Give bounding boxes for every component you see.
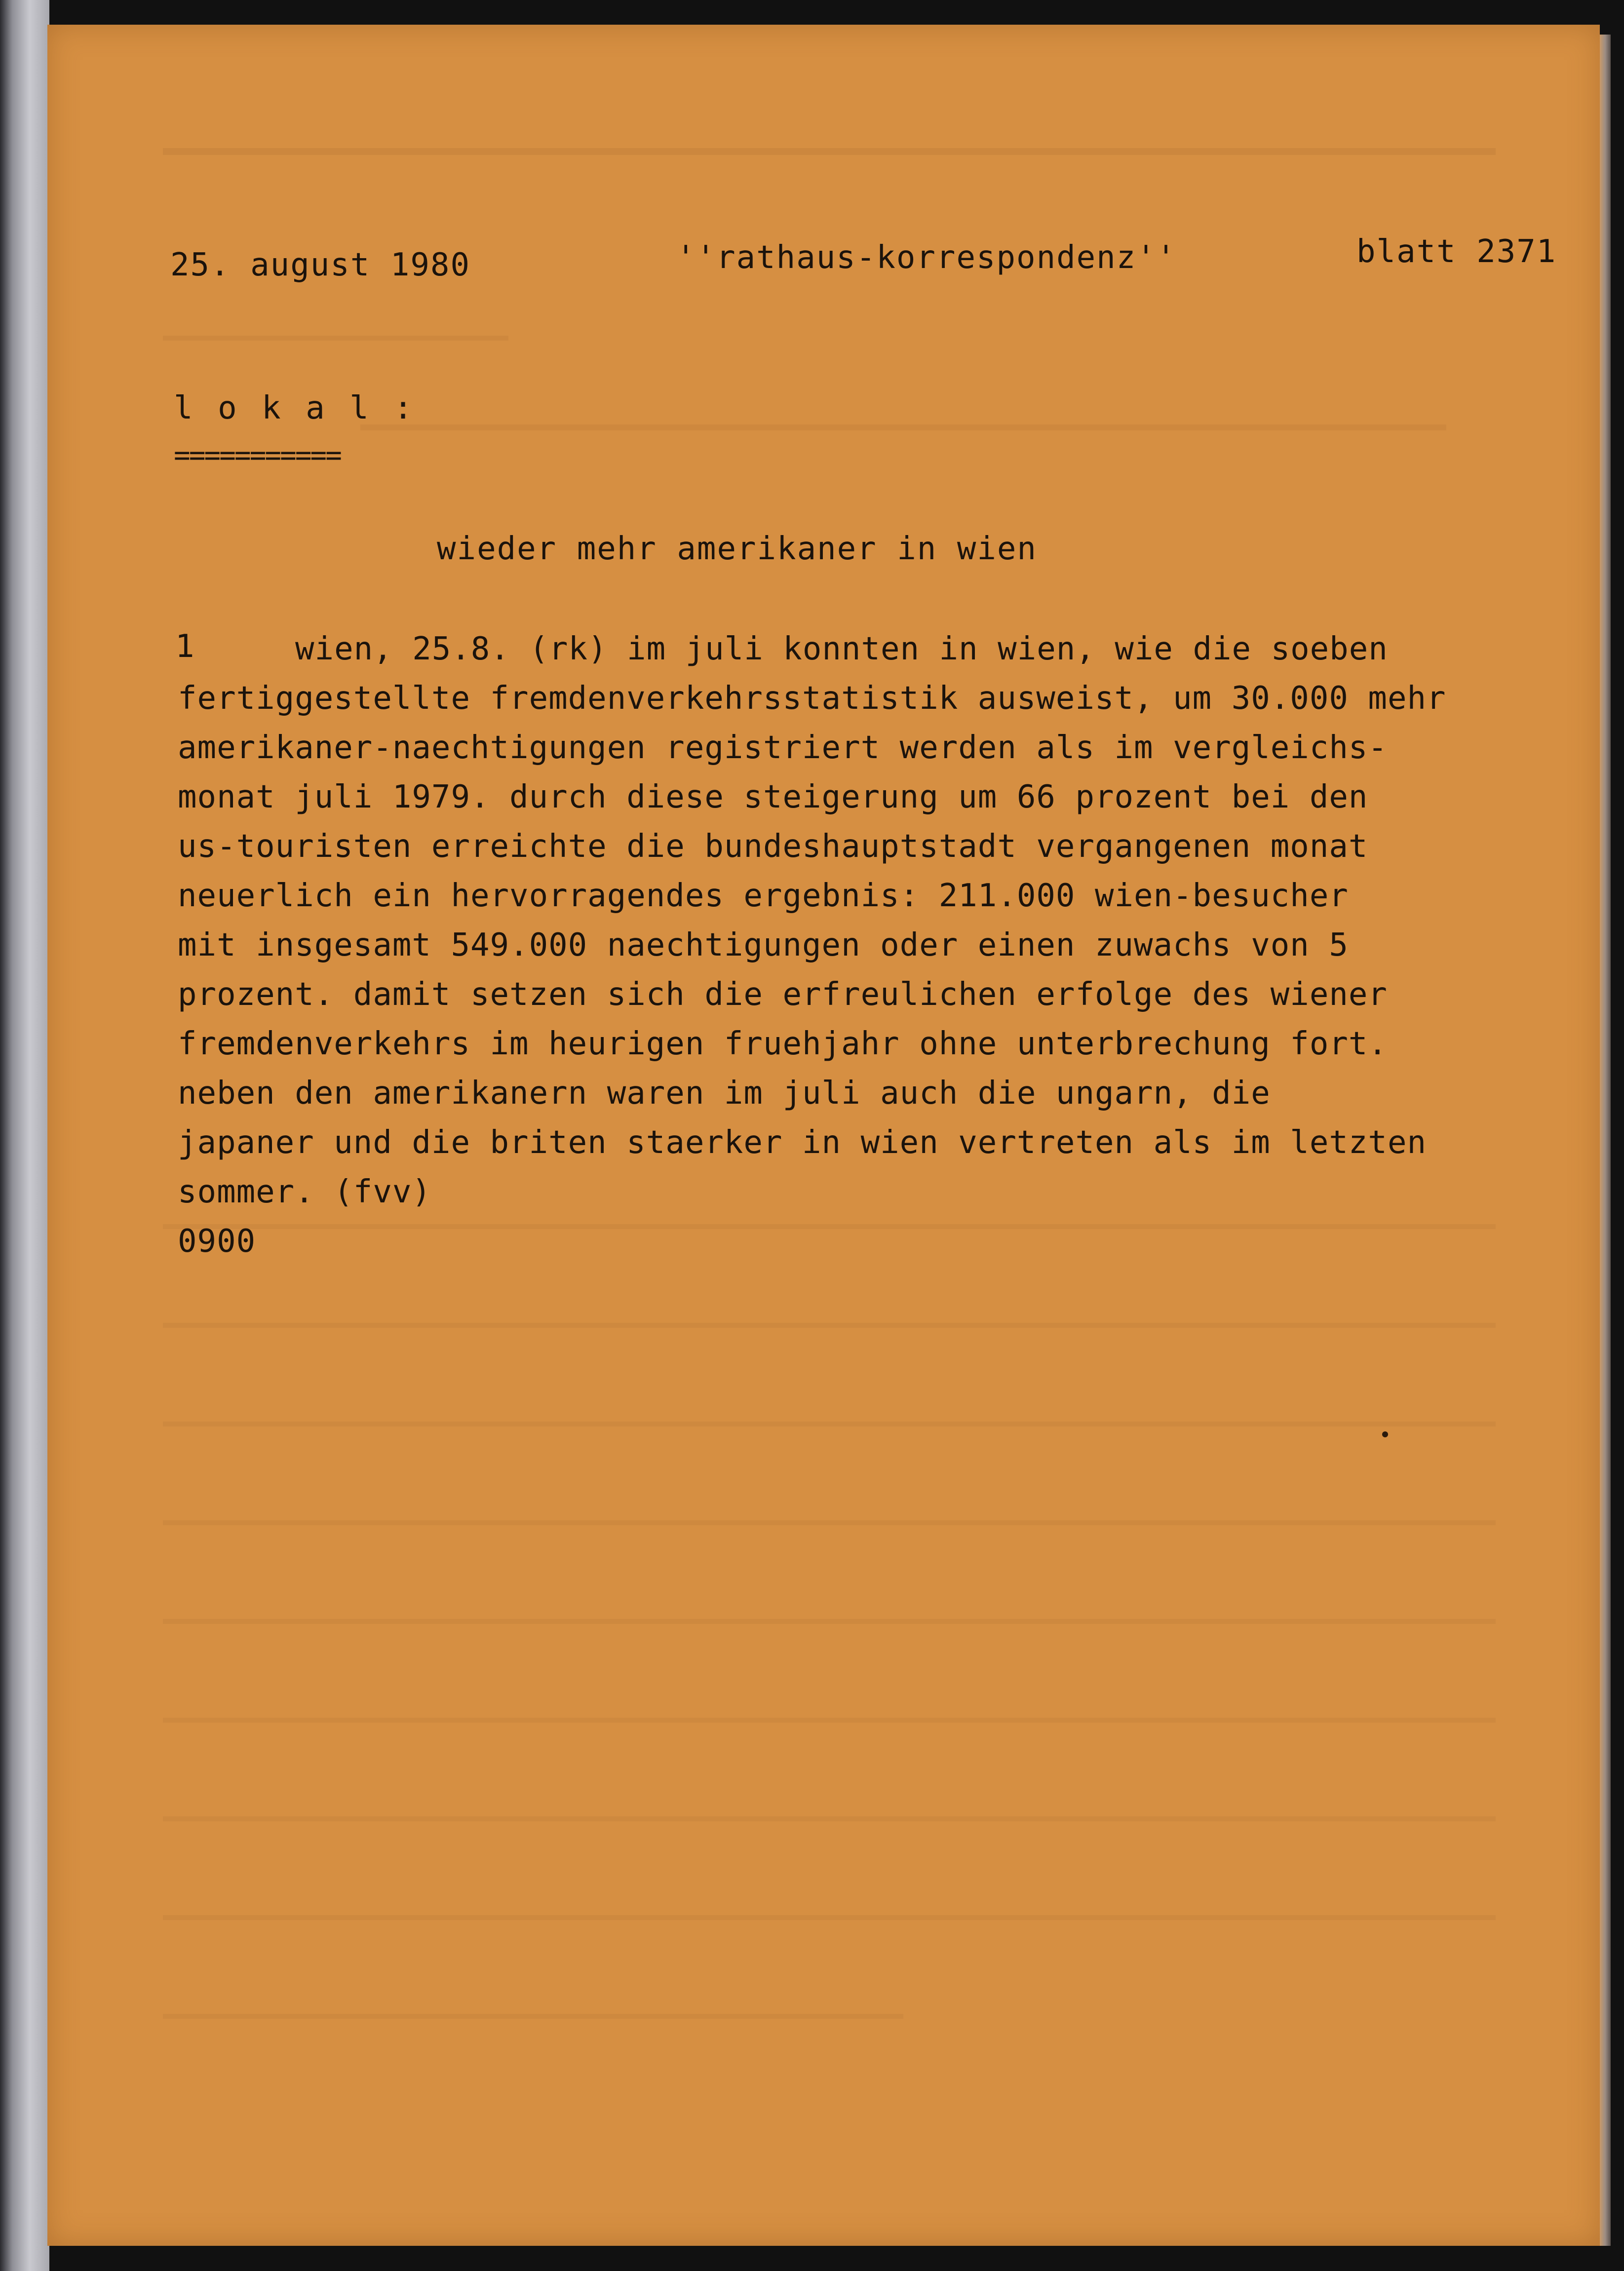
body-line: fertiggestellte fremdenverkehrsstatistik ausweist, um 30.000 mehr bbox=[178, 680, 1446, 717]
body-line: us-touristen erreichte die bundeshauptstadt vergangenen monat bbox=[178, 828, 1368, 865]
body-line: prozent. damit setzen sich die erfreulichen erfolge des wiener bbox=[178, 976, 1388, 1013]
time-code: 0900 bbox=[178, 1223, 256, 1260]
body-line: amerikaner-naechtigungen registriert werden als im vergleichs- bbox=[178, 730, 1388, 766]
section-underline: =========== bbox=[174, 439, 341, 471]
body-line: neben den amerikanern waren im juli auch die ungarn, die bbox=[178, 1075, 1271, 1112]
body-line: mit insgesamt 549.000 naechtigungen oder einen zuwachs von 5 bbox=[178, 927, 1349, 963]
body-line: neuerlich ein hervorragendes ergebnis: 211.000 wien-besucher bbox=[178, 878, 1349, 914]
header-sheet-number: blatt 2371 bbox=[1356, 233, 1557, 270]
body-line: wien, 25.8. (rk) im juli konnten in wien, wie die soeben bbox=[295, 631, 1388, 667]
section-label: l o k a l : bbox=[174, 390, 416, 426]
article-body bbox=[178, 624, 1446, 1266]
header-publication: ''rathaus-korrespondenz'' bbox=[676, 239, 1177, 276]
header-date: 25. august 1980 bbox=[170, 247, 470, 283]
body-line: sommer. (fvv) bbox=[178, 1174, 431, 1210]
binding-strip bbox=[0, 0, 49, 2271]
body-line: fremdenverkehrs im heurigen fruehjahr ohne unterbrechung fort. bbox=[178, 1026, 1388, 1062]
body-line: japaner und die briten staerker in wien vertreten als im letzten bbox=[178, 1124, 1427, 1161]
article-headline: wieder mehr amerikaner in wien bbox=[437, 531, 1037, 567]
article-number: 1 bbox=[175, 628, 195, 665]
body-line: monat juli 1979. durch diese steigerung um 66 prozent bei den bbox=[178, 779, 1368, 815]
page-edge bbox=[1600, 35, 1611, 2246]
